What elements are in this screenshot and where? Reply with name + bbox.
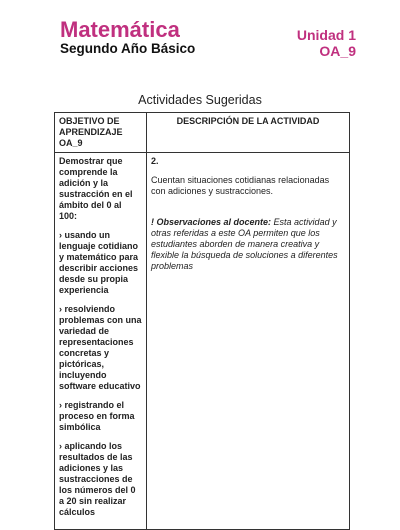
teacher-note-text: Esta actividad y otras referidas a este OA permiten que los estudiantes aborden de manera creativa y flexible la búsqueda de soluciones a diferentes problemas (151, 217, 338, 271)
teacher-note (151, 217, 345, 272)
objective-header: OBJETIVO DE APRENDIZAJE OA_9 (55, 113, 147, 153)
objective-cell (55, 153, 147, 530)
objective-bullet: › aplicando los resultados de las adiciones y las sustracciones de los números del 0 a 20 sin realizar cálculos (59, 441, 136, 517)
objective-bullet: › usando un lenguaje cotidiano y matemático para describir acciones desde su propia experiencia (59, 230, 139, 295)
oa-label: OA_9 (319, 43, 356, 59)
table-header-row (55, 113, 350, 153)
description-cell (147, 153, 350, 530)
activity-text: Cuentan situaciones cotidianas relacionadas con adiciones y sustracciones. (151, 175, 330, 196)
activities-table (54, 112, 350, 530)
objective-bullet: › resolviendo problemas con una variedad de representaciones concretas y pictóricas, incluyendo software educativo (59, 304, 142, 391)
activity-number: 2. (151, 156, 159, 166)
grade-subtitle: Segundo Año Básico (60, 41, 196, 56)
table-row (55, 153, 350, 530)
description-header: DESCRIPCIÓN DE LA ACTIVIDAD (147, 113, 350, 153)
objective-bullet: › registrando el proceso en forma simbólica (59, 400, 135, 432)
objective-intro: Demostrar que comprende la adición y la sustracción en el ámbito del 0 al 100: (59, 156, 133, 221)
unit-label: Unidad 1 (296, 27, 356, 43)
subject-title: Matemática (60, 17, 180, 42)
teacher-note-label: ! Observaciones al docente: (151, 217, 272, 227)
section-title: Actividades Sugeridas (138, 93, 262, 107)
